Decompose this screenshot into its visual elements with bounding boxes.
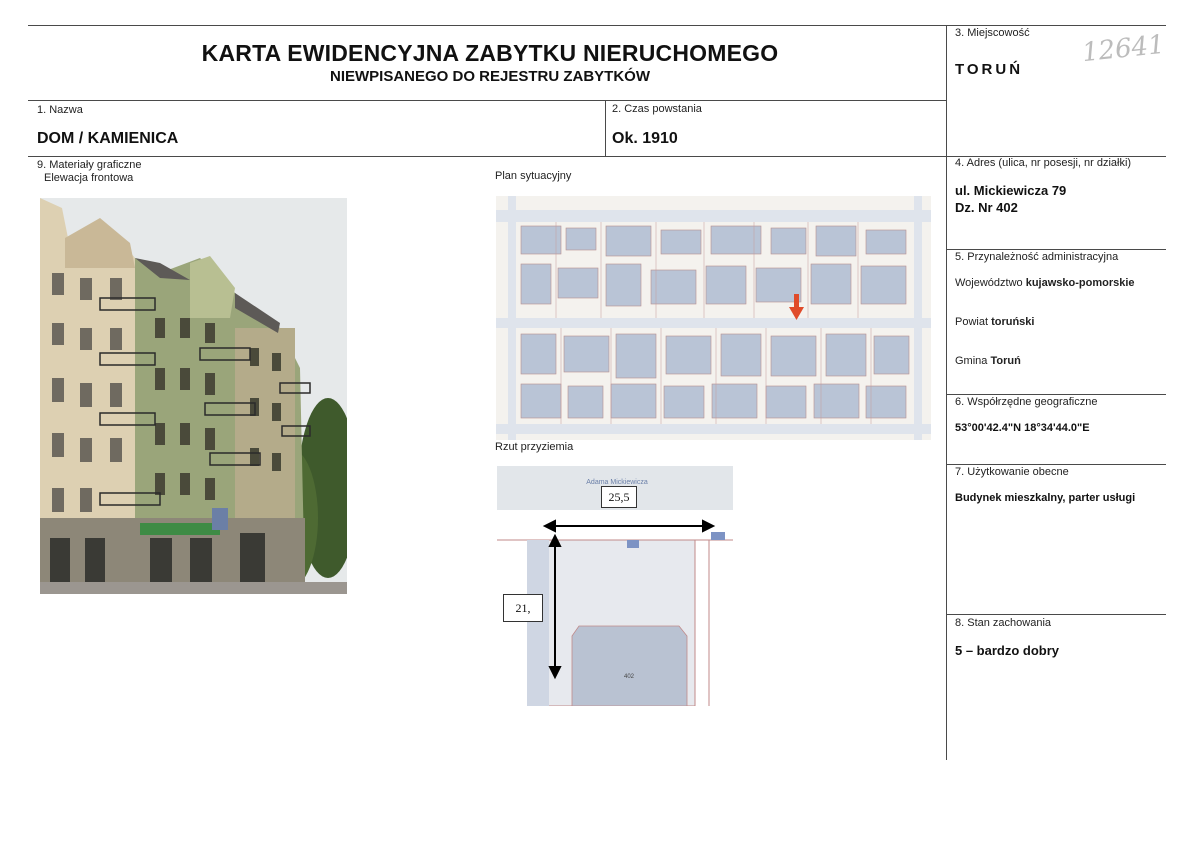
locality-value: TORUŃ [955,61,1024,78]
commune-line [955,355,1021,367]
card-title: KARTA EWIDENCYJNA ZABYTKU NIERUCHOMEGO [201,40,779,66]
voivodeship-line [955,277,1135,289]
site-plan-label: Plan sytuacyjny [495,170,572,182]
address-street: ul. Mickiewicza 79 [955,183,1067,198]
facade-photo [40,198,347,594]
name-value: DOM / KAMIENICA [37,130,179,147]
county-line [955,316,1034,328]
address-plot: Dz. Nr 402 [955,200,1018,215]
plot-label: 402 [623,674,635,680]
street-label: Adama Mickiewicza [586,479,648,486]
admin-label: 5. Przynależność administracyjna [955,251,1119,263]
elevation-label: Elewacja frontowa [44,172,134,184]
commune-prefix: Gmina [955,355,991,367]
name-label: 1. Nazwa [37,104,83,116]
name-time-divider [605,100,606,156]
usage-value: Budynek mieszkalny, parter usługi [955,492,1136,504]
condition-label: 8. Stan zachowania [955,617,1052,629]
time-label: 2. Czas powstania [612,103,702,115]
coords-label: 6. Współrzędne geograficzne [955,396,1098,408]
header-bottom-rule [28,100,947,101]
graphics-label: 9. Materiały graficzne [37,159,142,171]
coords-value: 53°00'42.4"N 18°34'44.0"E [955,422,1090,434]
rule-after-usage [946,614,1166,615]
site-plan-map [496,196,931,440]
condition-value: 5 – bardzo dobry [955,643,1060,658]
county-prefix: Powiat [955,316,992,328]
address-label: 4. Adres (ulica, nr posesji, nr działki) [955,157,1132,169]
rule-after-admin [946,394,1166,395]
commune-value: Toruń [990,355,1021,367]
width-dimension-label: 25,5 [601,486,637,508]
locality-label: 3. Miejscowość [955,27,1030,39]
depth-dimension-label: 21, [503,594,543,622]
top-rule [28,25,1166,26]
rule-after-coords [946,464,1166,465]
rule-after-address [946,249,1166,250]
county-value: toruński [991,316,1035,328]
right-column-divider [946,25,947,760]
voivodeship-prefix: Województwo [955,277,1026,289]
registry-number-stamp: 12641 [1080,29,1167,69]
ground-floor-label: Rzut przyziemia [495,441,574,453]
name-row-bottom-rule [28,156,947,157]
time-value: Ok. 1910 [612,130,678,147]
usage-label: 7. Użytkowanie obecne [955,466,1069,478]
voivodeship-value: kujawsko-pomorskie [1025,277,1135,289]
card-subtitle: NIEWPISANEGO DO REJESTRU ZABYTKÓW [329,68,651,85]
